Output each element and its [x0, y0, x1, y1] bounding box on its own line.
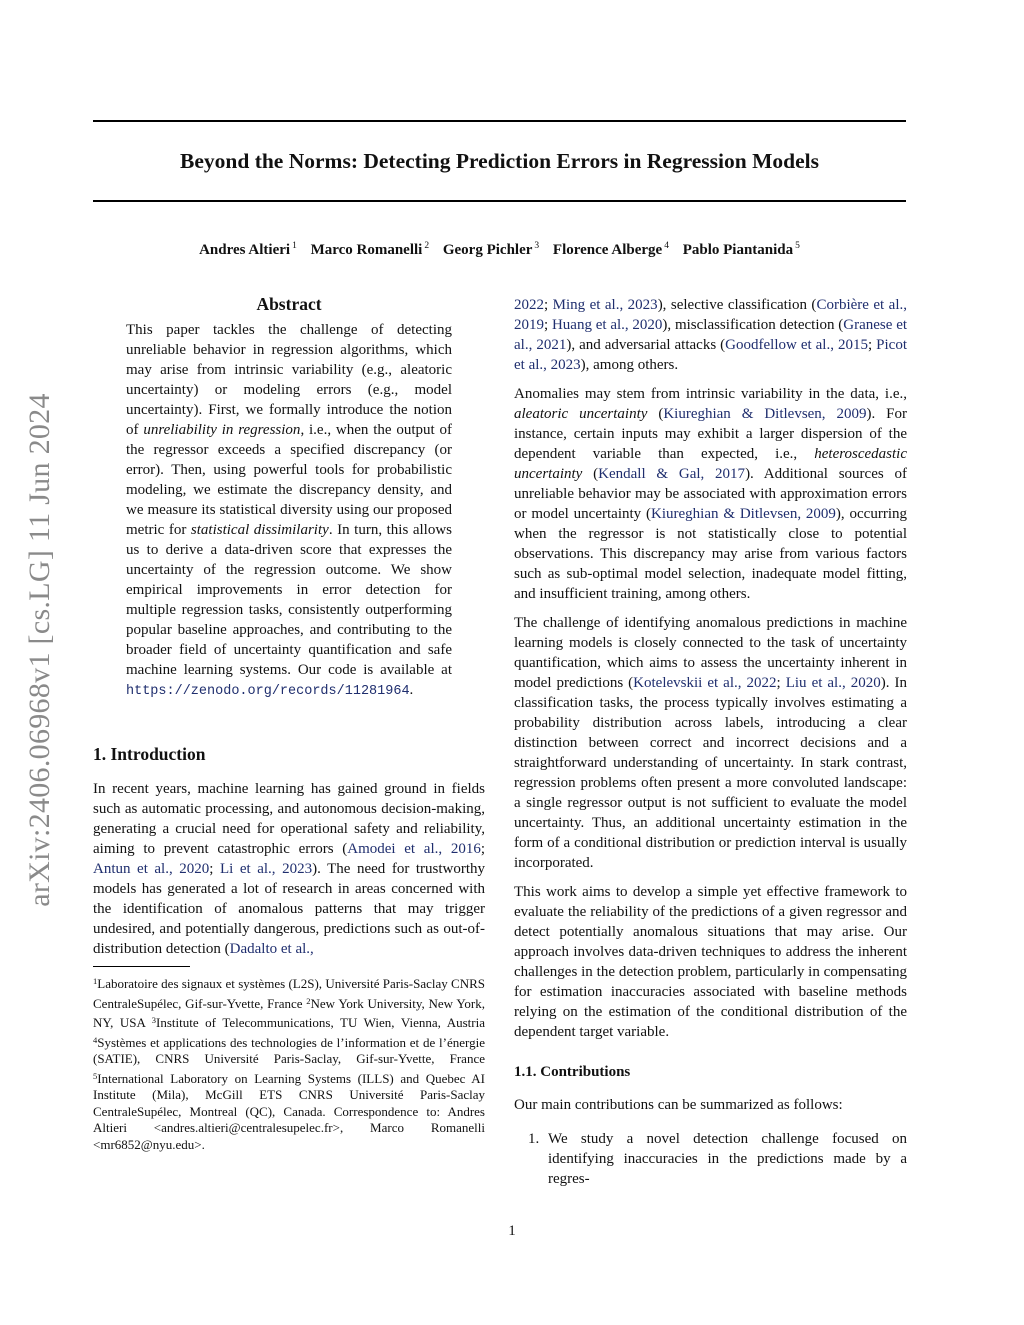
list-number: 1.: [528, 1131, 540, 1147]
citation-link[interactable]: Kotelevskii et al., 2022: [633, 675, 777, 691]
author: [683, 242, 800, 258]
citation-link[interactable]: Dadalto et al.,: [229, 941, 314, 957]
citation-link[interactable]: Ming et al., 2023: [552, 297, 658, 313]
abstract-text: This paper tackles the challenge of detecting unreliable behavior in regression algorithms, which may arise from intrinsic variability (e.g., aleatoric uncertainty) or modeling errors (e.g., model uncertainty). First, we formally introduce the notion of unreliability in regression, i.e., when the output of the regressor exceeds a specified discrepancy (or error). Then, using powerful tools for probabilistic modeling, we estimate the discrepancy density, and we measure its statistical diversity using our proposed metric for statistical dissimilarity. In turn, this allows us to derive a data-driven score that expresses the uncertainty of the regression outcome. We show empirical improvements in error detection for multiple regression tasks, consistently outperforming popular baseline approaches, and contributing to the broader field of uncertainty quantification and safe machine learning systems. Our code is available at https://zenodo.org/records/11281964.: [126, 322, 452, 699]
affiliation-mark: 5: [795, 241, 800, 251]
paper-title: Beyond the Norms: Detecting Prediction Errors in Regression Models: [180, 149, 819, 173]
subsection-heading-contributions: 1.1. Contributions: [514, 1064, 631, 1080]
title-rule-bottom: [93, 200, 906, 202]
citation-link[interactable]: Huang et al., 2020: [551, 317, 663, 333]
author: [443, 242, 539, 258]
affiliation-mark: 2: [424, 241, 430, 251]
author-name: Florence Alberge: [552, 242, 663, 258]
citation-link[interactable]: Liu et al., 2020: [785, 675, 881, 691]
citation-link[interactable]: 2022: [514, 297, 544, 313]
citation-link[interactable]: Kendall & Gal, 2017: [598, 466, 746, 482]
citation-link[interactable]: Corbière et al., 2019: [514, 297, 907, 333]
author-name: Marco Romanelli: [310, 242, 423, 258]
author-list: [93, 236, 906, 260]
list-item: [514, 1129, 907, 1189]
intro-paragraph: In recent years, machine learning has gained ground in fields such as automatic processing, and autonomous decision-making, generating a crucial need for operational safety and reliability, aiming to prevent catastrophic errors (Amodei et al., 2016; Antun et al., 2020; Li et al., 2023). The need for trustworthy models has generated a lot of research in areas concerned with the identification of anomalous patterns that may trigger undesired, and potentially dangerous, predictions such as out-of-distribution detection (Dadalto et al.,: [93, 781, 486, 957]
left-column: [93, 292, 485, 1153]
contributions-intro: Our main contributions can be summarized as follows:: [514, 1097, 843, 1113]
footnote-rule: [93, 966, 190, 967]
title-rule-top: [93, 120, 906, 122]
paragraph-anomalies: Anomalies may stem from intrinsic variability in the data, i.e., aleatoric uncertainty (Kiureghian & Ditlevsen, 2009). For instance, certain inputs may exhibit a larger dispersion of the dependent variable than expected, i.e., heteroscedastic uncertainty (Kendall & Gal, 2017). Additional sources of unreliable behavior may be associated with approximation errors or model uncertainty (Kiureghian & Ditlevsen, 2009), occurring when the regressor is not statistically close to potential observations. This discrepancy may arise from various factors such as sub-optimal model selection, inadequate model fitting, and insufficient training, among others.: [514, 386, 908, 602]
contributions-list: [514, 1129, 907, 1189]
paragraph-uncertainty: The challenge of identifying anomalous predictions in machine learning models is closely connected to the task of uncertainty quantification, which aims to assess the uncertainty inherent in model predictions (Kotelevskii et al., 2022; Liu et al., 2020). In classification tasks, the process typically involves estimating a probability distribution across labels, introducing a clear distinction between correct and incorrect decisions and a straightforward understanding of uncertainty. In stark contrast, regression problems often present a more convoluted landscape: a single regressor output is not sufficient to evaluate the model uncertainty. Thus, an additional uncertainty estimation in the form of a conditional distribution or prediction interval is usually incorporated.: [514, 615, 908, 871]
emphasis: unreliability in regression: [143, 422, 301, 438]
emphasis: heteroscedastic uncertainty: [514, 446, 907, 482]
code-url-link[interactable]: https://zenodo.org/records/11281964: [126, 684, 410, 699]
paragraph-related-work: 2022; Ming et al., 2023), selective classification (Corbière et al., 2019; Huang et al., 2020), misclassification detection (Granese et al., 2021), and adversarial attacks (Goodfellow et al., 2015; Picot et al., 2023), among others.: [514, 297, 908, 373]
author: [553, 242, 669, 258]
affiliation-mark: 4: [664, 241, 669, 251]
author: [311, 242, 430, 258]
author: [199, 242, 297, 258]
citation-link[interactable]: Antun et al., 2020: [93, 861, 210, 877]
citation-link[interactable]: Goodfellow et al., 2015: [725, 337, 868, 353]
arxiv-sidebar-stamp: arXiv:2406.06968v1 [cs.LG] 11 Jun 2024: [23, 393, 56, 907]
affiliations-footnote: $^1$Laboratoire des signaux et systèmes (L2S), Université Paris-Saclay CNRS CentraleSupélec, Gif-sur-Yvette, France $^2$New York University, New York, NY, USA $^3$Institute of Telecommunications, TU Wien, Vienna, Austria $^4$Systèmes et applications des technologies de l’information et de l’énergie (SATIE), CNRS Université Paris-Saclay, Gif-sur-Yvette, France $^5$International Laboratory on Learning Systems (ILLS) and Quebec AI Institute (Mila), McGill ETS CNRS Université Paris-Saclay CentraleSupélec, Montreal (QC), Canada. Correspondence to: Andres Altieri <andres.altieri@centralesupelec.fr>, Marco Romanelli <mr6852@nyu.edu>.: [93, 976, 485, 1152]
affiliation-mark: 3: [534, 241, 540, 251]
citation-link[interactable]: Granese et al., 2021: [514, 317, 908, 353]
author-name: Georg Pichler: [442, 242, 533, 258]
right-column: [514, 295, 907, 1189]
affiliation-mark: 1: [292, 241, 297, 251]
emphasis: statistical dissimilarity: [190, 522, 329, 538]
citation-link[interactable]: Li et al., 2023: [219, 861, 313, 877]
author-name: Pablo Piantanida: [682, 242, 794, 258]
citation-link[interactable]: Kiureghian & Ditlevsen, 2009: [663, 406, 867, 422]
section-heading-introduction: 1. Introduction: [93, 744, 206, 764]
author-name: Andres Altieri: [199, 242, 291, 258]
citation-link[interactable]: Amodei et al., 2016: [347, 841, 481, 857]
abstract-heading: Abstract: [256, 294, 322, 314]
paragraph-this-work: This work aims to develop a simple yet effective framework to evaluate the reliability of the predictions of a given regressor and detect potentially anomalous situations that may arise. Our approach involves data-driven techniques to address the inherent challenges in the detection problem, particularly in compensating for estimation inaccuracies associated with baseline methods relying on the estimation of the conditional distribution of the dependent target variable.: [514, 884, 907, 1040]
emphasis: aleatoric uncertainty: [514, 406, 648, 422]
page-number: 1: [508, 1223, 516, 1239]
citation-link[interactable]: Kiureghian & Ditlevsen, 2009: [651, 506, 836, 522]
citation-link[interactable]: Picot et al., 2023: [514, 337, 907, 373]
list-item-text: We study a novel detection challenge focused on identifying inaccuracies in the predictions made by a regres-: [548, 1131, 907, 1187]
